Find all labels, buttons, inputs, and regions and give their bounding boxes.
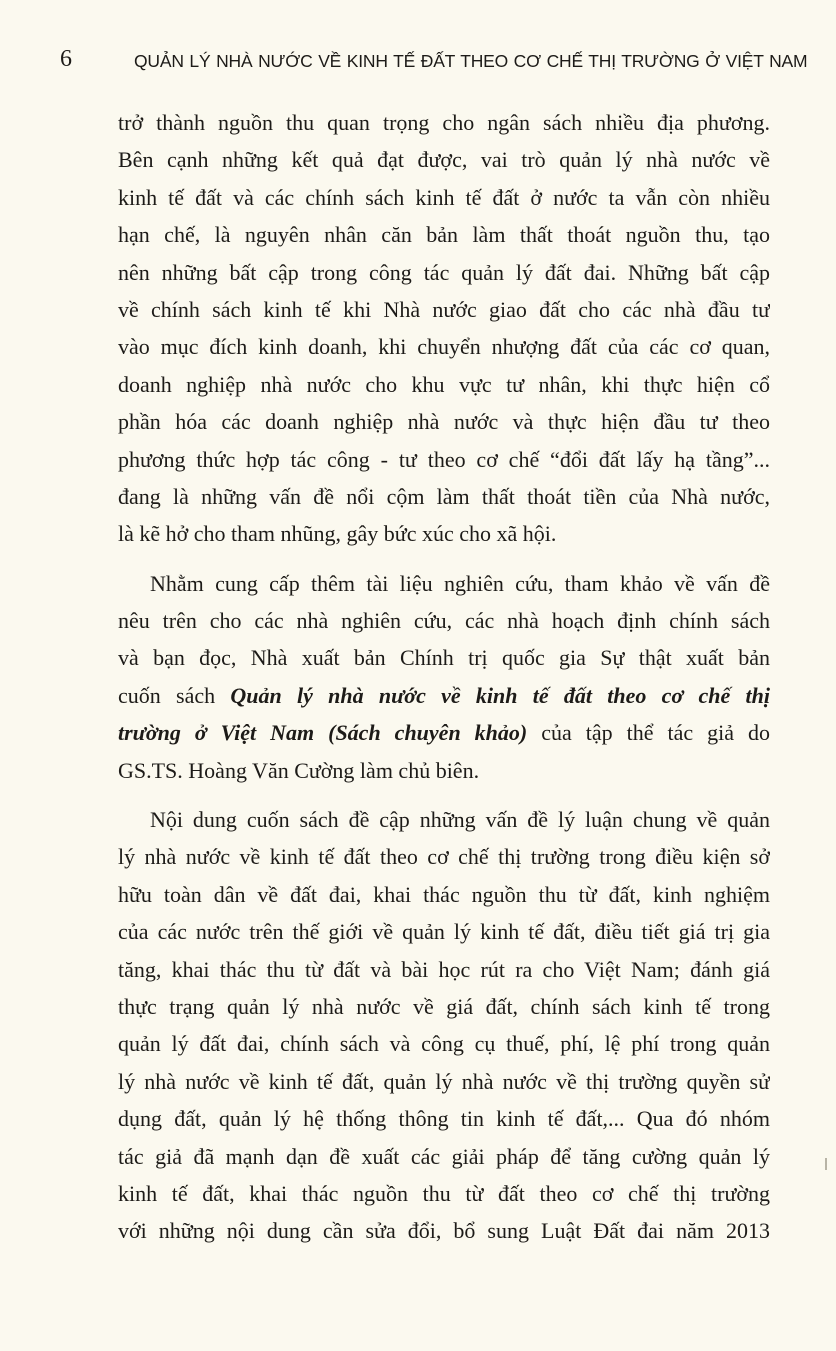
paragraph-2 [118,565,770,789]
text-line: thực trạng quản lý nhà nước về giá đất, chính sách kinh tế trong [118,993,770,1019]
text-line: và bạn đọc, Nhà xuất bản Chính trị quốc gia Sự thật xuất bản [118,645,770,671]
text-line: tăng, khai thác thu từ đất và bài học rút ra cho Việt Nam; đánh giá [118,956,770,982]
text-line: quản lý đất đai, chính sách và công cụ thuế, phí, lệ phí trong quản [118,1031,770,1057]
text-line: phương thức hợp tác công - tư theo cơ chế “đổi đất lấy hạ tầng”... [118,446,770,472]
text-segment: cuốn sách [118,682,231,708]
text-line: kinh tế đất và các chính sách kinh tế đất ở nước ta vẫn còn nhiều [118,184,770,210]
text-line: nêu trên cho các nhà nghiên cứu, các nhà hoạch định chính sách [118,608,770,634]
text-line: trở thành nguồn thu quan trọng cho ngân sách nhiều địa phương. [118,110,770,135]
text-line: phần hóa các doanh nghiệp nhà nước và thực hiện đầu tư theo [118,409,770,435]
text-line: là kẽ hở cho tham nhũng, gây bức xúc cho xã hội. [118,521,557,547]
text-line: tác giả đã mạnh dạn đề xuất các giải pháp để tăng cường quản lý [118,1143,770,1169]
text-line: lý nhà nước về kinh tế đất theo cơ chế thị trường trong điều kiện sở [118,844,770,870]
text-line: Bên cạnh những kết quả đạt được, vai trò quản lý nhà nước về [118,147,770,173]
text-line-with-book-title [118,677,770,714]
text-line-with-book-title [118,714,770,751]
text-line: của các nước trên thế giới về quản lý kinh tế đất, điều tiết giá trị gia [118,919,770,945]
text-line: kinh tế đất, khai thác nguồn thu từ đất theo cơ chế thị trường [118,1180,770,1206]
book-title-emphasis: Quản lý nhà nước về kinh tế đất theo cơ chế thị [230,682,770,708]
text-line: đang là những vấn đề nổi cộm làm thất thoát tiền của Nhà nước, [118,483,770,509]
text-line: lý nhà nước về kinh tế đất, quản lý nhà nước về thị trường quyền sử [118,1068,770,1094]
text-line: hạn chế, là nguyên nhân căn bản làm thất thoát nguồn thu, tạo [118,222,770,248]
text-line: nên những bất cập trong công tác quản lý đất đai. Những bất cập [118,259,770,285]
body-text [118,104,770,1250]
paragraph-spacer [118,553,770,565]
text-line: với những nội dung cần sửa đổi, bổ sung Luật Đất đai năm 2013 [118,1218,770,1244]
paragraph-spacer [118,789,770,801]
paragraph-1 [118,104,770,553]
text-line: GS.TS. Hoàng Văn Cường làm chủ biên. [118,757,480,783]
text-line: Nhằm cung cấp thêm tài liệu nghiên cứu, tham khảo về vấn đề [150,570,770,596]
text-line: về chính sách kinh tế khi Nhà nước giao đất cho các nhà đầu tư [118,296,770,322]
text-line: dụng đất, quản lý hệ thống thông tin kinh tế đất,... Qua đó nhóm [118,1106,770,1132]
text-line: doanh nghiệp nhà nước cho khu vực tư nhân, khi thực hiện cổ [118,371,770,397]
page-edge-mark [825,1158,827,1170]
text-line: Nội dung cuốn sách đề cập những vấn đề lý luận chung về quản [150,807,770,833]
page-header [60,44,808,76]
text-line: hữu toàn dân về đất đai, khai thác nguồn thu từ đất, kinh nghiệm [118,881,770,907]
paragraph-3 [118,801,770,1250]
book-title-emphasis: trường ở Việt Nam (Sách chuyên khảo) [118,720,528,746]
text-segment: của tập thể tác giả do [527,720,770,746]
running-title: QUẢN LÝ NHÀ NƯỚC VỀ KINH TẾ ĐẤT THEO CƠ CHẾ THỊ TRƯỜNG Ở VIỆT NAM [134,51,808,71]
text-line: vào mục đích kinh doanh, khi chuyển nhượng đất của các cơ quan, [118,334,770,360]
page-number: 6 [60,46,72,72]
